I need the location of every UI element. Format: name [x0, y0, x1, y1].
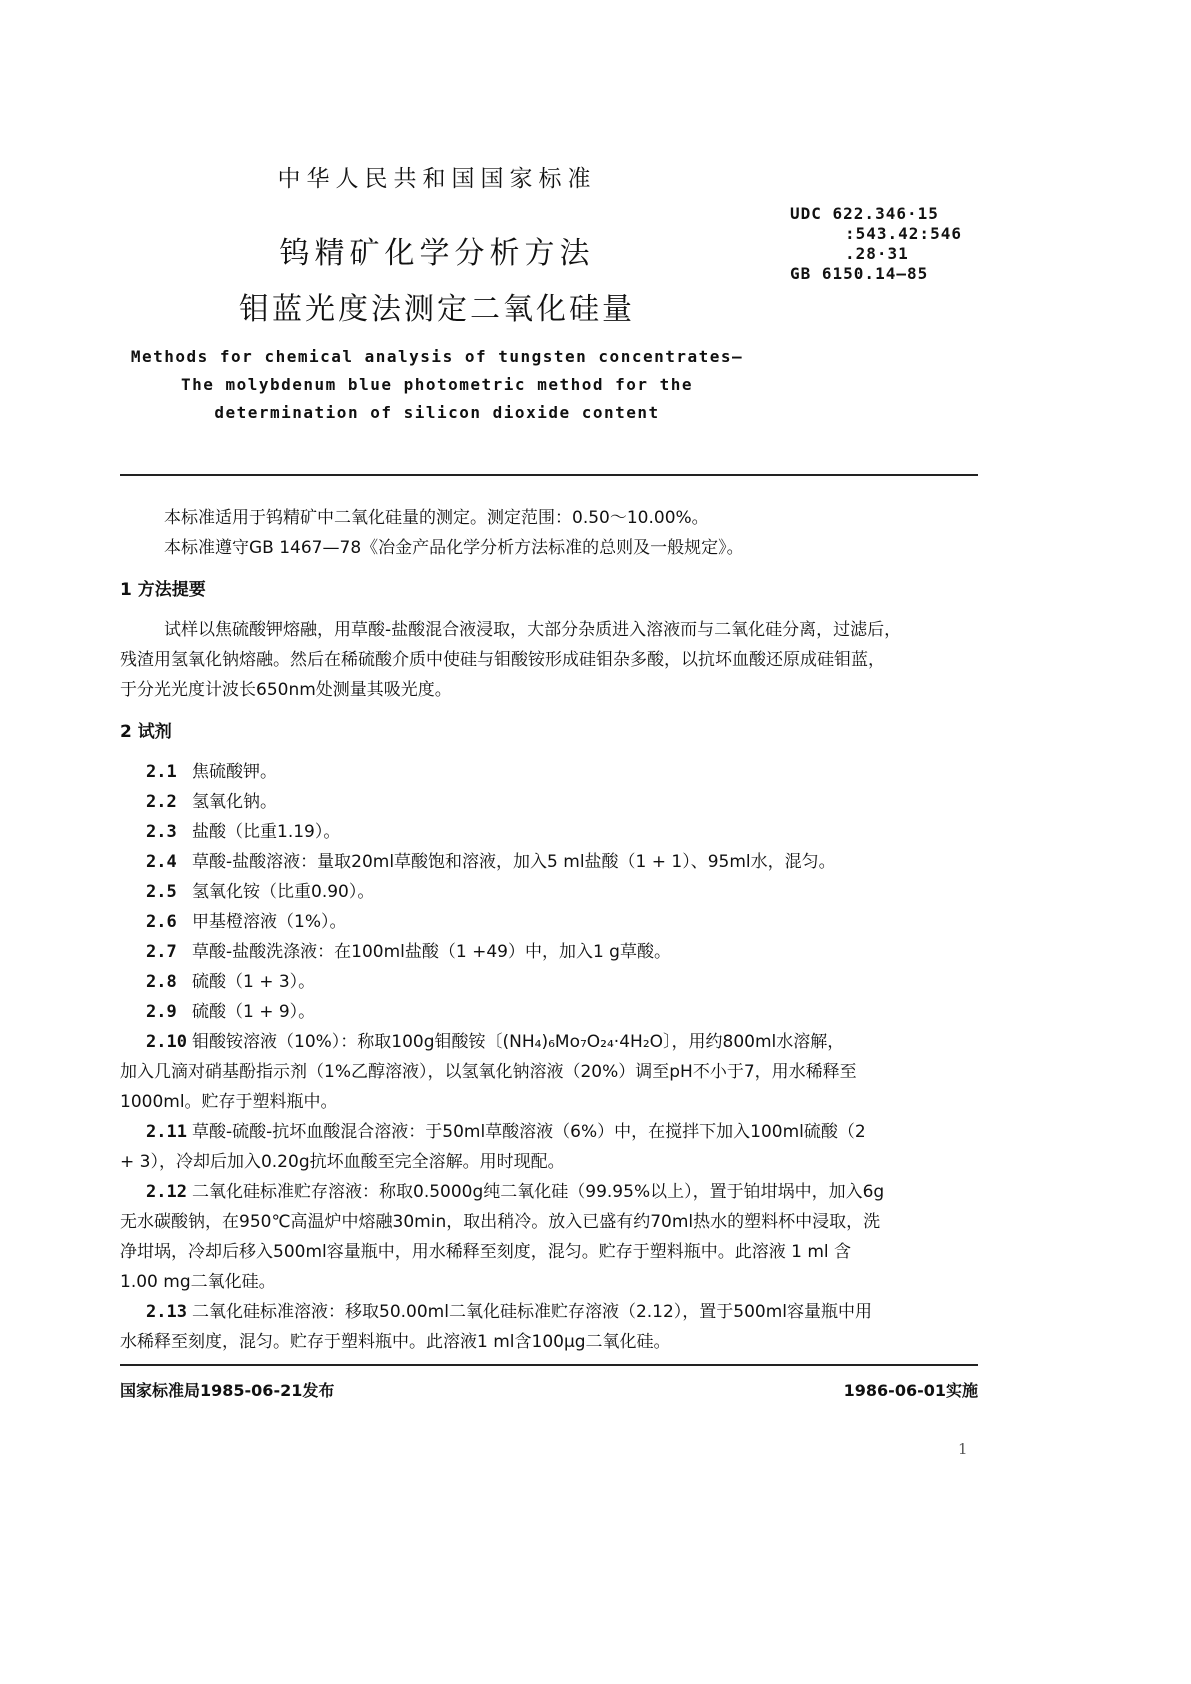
title-cn-sub: 钼蓝光度法测定二氧化硅量: [239, 292, 635, 327]
reagent-item-line: [120, 1057, 980, 1087]
reagent-item-line: [120, 1207, 980, 1237]
item-text: 1000ml。贮存于塑料瓶中。: [120, 1092, 338, 1112]
reagent-item-line: [120, 937, 980, 967]
paragraph-line: 试样以焦硫酸钾熔融，用草酸-盐酸混合液浸取，大部分杂质进入溶液而与二氧化硅分离，过滤后，: [164, 620, 902, 640]
reagent-item-line: [120, 907, 980, 937]
item-text: 净坩埚，冷却后移入500ml容量瓶中，用水稀释至刻度，混匀。贮存于塑料瓶中。此溶液 1 ml 含: [120, 1242, 852, 1262]
effective-date: 1986-06-01实施: [843, 1381, 978, 1400]
paragraph-line: 于分光光度计波长650nm处测量其吸光度。: [120, 680, 452, 700]
item-number: 2.11: [146, 1122, 187, 1142]
udc-line: :543.42:546: [845, 224, 962, 243]
item-text: 硫酸（1 + 3）。: [192, 972, 316, 992]
footer-divider: [120, 1364, 978, 1366]
item-text: 1.00 mg二氧化硅。: [120, 1272, 276, 1292]
reagent-item-line: [120, 1267, 980, 1297]
item-text: 加入几滴对硝基酚指示剂（1%乙醇溶液），以氢氧化钠溶液（20%）调至pH不小于7，用水稀释至: [120, 1062, 857, 1082]
reagent-item-line: [120, 1117, 980, 1147]
gb-number: GB 6150.14—85: [790, 264, 929, 283]
reagent-item-line: [120, 757, 980, 787]
item-text: 钼酸铵溶液（10%）：称取100g钼酸铵〔(NH₄)₆Mo₇O₂₄·4H₂O〕，用约800ml水溶解，: [192, 1032, 845, 1052]
page-number: 1: [958, 1440, 968, 1458]
item-text: 草酸-盐酸洗涤液：在100ml盐酸（1 +49）中，加入1 g草酸。: [192, 942, 671, 962]
title-en: [0, 343, 874, 427]
udc-line: UDC 622.346·15: [790, 204, 939, 223]
item-number: 2.6: [146, 912, 177, 932]
item-number: 2.13: [146, 1302, 187, 1322]
standard-name: 中华人民共和国国家标准: [277, 166, 597, 192]
intro-line: 本标准适用于钨精矿中二氧化硅量的测定。测定范围：0.50～10.00%。: [164, 508, 709, 528]
header-divider: [120, 474, 978, 476]
reagent-list: [120, 757, 980, 1357]
item-text: 二氧化硅标准贮存溶液：称取0.5000g纯二氧化硅（99.95%以上），置于铂坩埚中，加入6g: [192, 1182, 885, 1202]
item-number: 2.5: [146, 882, 177, 902]
reagent-item-line: [120, 817, 980, 847]
reagent-item-line: [120, 1147, 980, 1177]
item-number: 2.12: [146, 1182, 187, 1202]
title-en-line: determination of silicon dioxide content: [214, 403, 660, 422]
item-text: 草酸-盐酸溶液：量取20ml草酸饱和溶液，加入5 ml盐酸（1 + 1）、95ml水，混匀。: [192, 852, 836, 872]
item-number: 2.2: [146, 792, 177, 812]
item-text: 草酸-硫酸-抗坏血酸混合溶液：于50ml草酸溶液（6%）中，在搅拌下加入100ml硫酸（2: [192, 1122, 866, 1142]
reagent-item-line: [120, 1297, 980, 1327]
reagent-item-line: [120, 1237, 980, 1267]
item-text: 硫酸（1 + 9）。: [192, 1002, 316, 1022]
item-number: 2.3: [146, 822, 177, 842]
item-text: 焦硫酸钾。: [192, 762, 277, 782]
item-text: 甲基橙溶液（1%）。: [192, 912, 347, 932]
reagent-item-line: [120, 1177, 980, 1207]
reagent-item-line: [120, 1327, 980, 1357]
item-text: 氢氧化钠。: [192, 792, 277, 812]
section-heading: 1 方法提要: [120, 580, 206, 600]
reagent-item-line: [120, 967, 980, 997]
section-heading: 2 试剂: [120, 722, 172, 742]
item-text: 盐酸（比重1.19）。: [192, 822, 341, 842]
udc-block: [790, 204, 962, 284]
item-number: 2.7: [146, 942, 177, 962]
item-text: + 3），冷却后加入0.20g抗坏血酸至完全溶解。用时现配。: [120, 1152, 565, 1172]
title-en-line: Methods for chemical analysis of tungsten concentrates—: [130, 347, 744, 366]
intro-line: 本标准遵守GB 1467—78《冶金产品化学分析方法标准的总则及一般规定》。: [164, 538, 744, 558]
udc-line: .28·31: [845, 244, 909, 263]
item-text: 二氧化硅标准溶液：移取50.00ml二氧化硅标准贮存溶液（2.12），置于500ml容量瓶中用: [192, 1302, 873, 1322]
item-text: 氢氧化铵（比重0.90）。: [192, 882, 375, 902]
reagent-item-line: [120, 997, 980, 1027]
reagent-item-line: [120, 787, 980, 817]
document-body: [120, 503, 980, 1357]
paragraph-line: 残渣用氢氧化钠熔融。然后在稀硫酸介质中使硅与钼酸铵形成硅钼杂多酸，以抗坏血酸还原成硅钼蓝，: [120, 650, 885, 670]
reagent-item-line: [120, 1087, 980, 1117]
reagent-item-line: [120, 1027, 980, 1057]
reagent-item-line: [120, 847, 980, 877]
title-cn-main: 钨精矿化学分析方法: [279, 236, 595, 271]
reagent-item-line: [120, 877, 980, 907]
title-en-line: The molybdenum blue photometric method for the: [180, 375, 694, 394]
item-number: 2.9: [146, 1002, 177, 1022]
item-number: 2.4: [146, 852, 177, 872]
item-text: 无水碳酸钠，在950℃高温炉中熔融30min，取出稍冷。放入已盛有约70ml热水的塑料杯中浸取，洗: [120, 1212, 881, 1232]
issue-date: 国家标准局1985-06-21发布: [120, 1381, 335, 1400]
item-number: 2.8: [146, 972, 177, 992]
item-number: 2.10: [146, 1032, 187, 1052]
item-number: 2.1: [146, 762, 177, 782]
item-text: 水稀释至刻度，混匀。贮存于塑料瓶中。此溶液1 ml含100μg二氧化硅。: [120, 1332, 671, 1352]
